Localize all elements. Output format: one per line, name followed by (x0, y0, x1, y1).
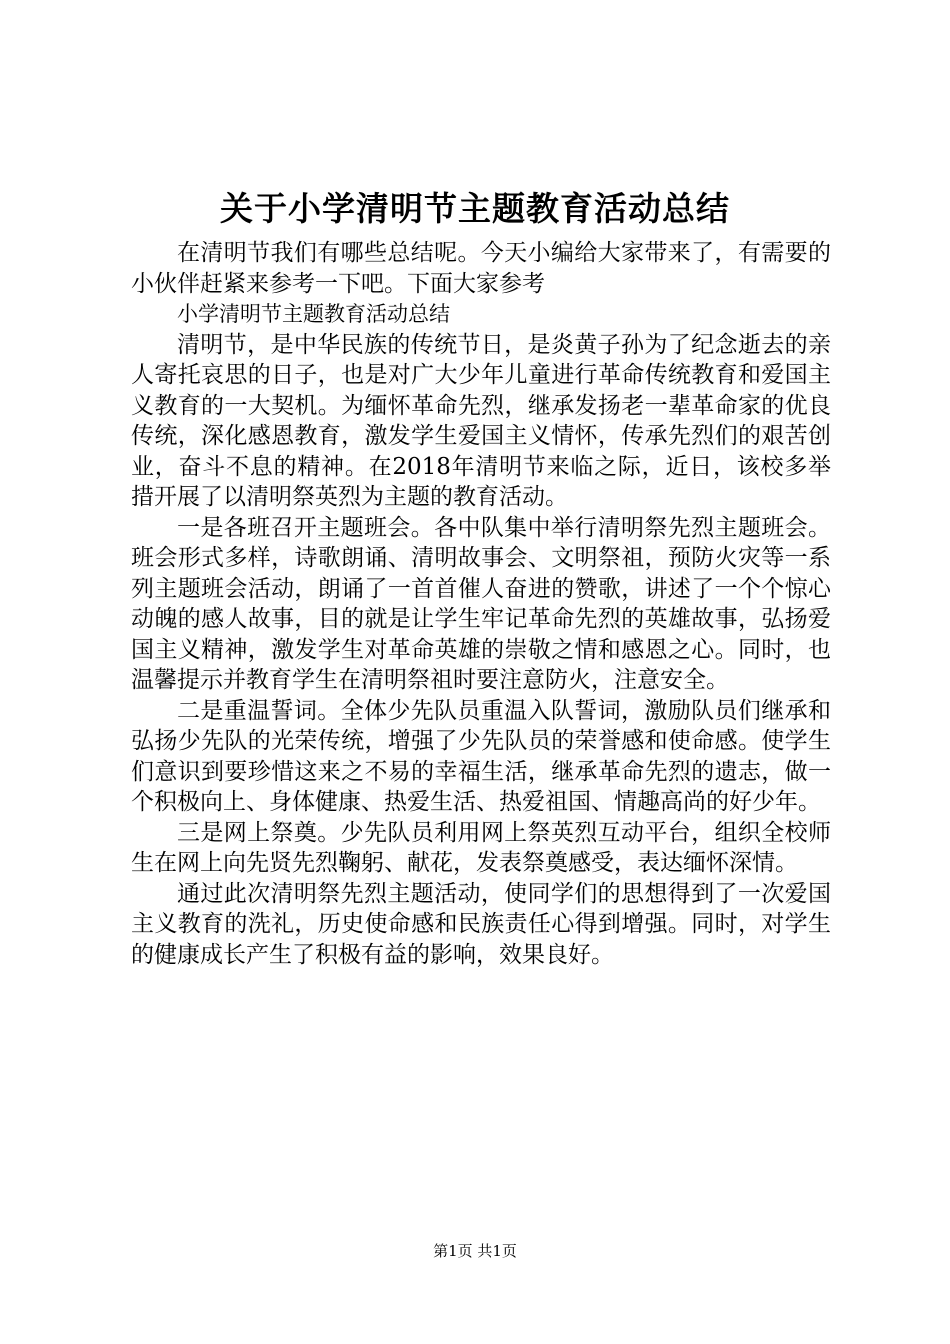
page-footer: 第1页 共1页 (433, 1242, 517, 1260)
body-paragraph-2: 一是各班召开主题班会。各中队集中举行清明祭先烈主题班会。班会形式多样，诗歌朗诵、清明故事会、文明祭祖，预防火灾等一系列主题班会活动，朗诵了一首首催人奋进的赞歌，讲述了一个个惊心动魄的感人故事，目的就是让学生牢记革命先烈的英雄故事，弘扬爱国主义精神，激发学生对革命英雄的崇敬之情和感恩之心。同时，也温馨提示并教育学生在清明祭祖时要注意防火，注意安全。 (131, 514, 831, 693)
intro-paragraph: 在清明节我们有哪些总结呢。今天小编给大家带来了，有需要的小伙伴赶紧来参考一下吧。下面大家参考 (131, 240, 831, 297)
body-paragraph-4: 三是网上祭奠。少先队员利用网上祭英烈互动平台，组织全校师生在网上向先贤先烈鞠躬、献花，发表祭奠感受，表达缅怀深情。 (131, 819, 831, 876)
section-subtitle: 小学清明节主题教育活动总结 (177, 302, 450, 326)
body-paragraph-5: 通过此次清明祭先烈主题活动，使同学们的思想得到了一次爱国主义教育的洗礼，历史使命感和民族责任心得到增强。同时，对学生的健康成长产生了积极有益的影响，效果良好。 (131, 880, 831, 968)
body-paragraph-1: 清明节，是中华民族的传统节日，是炎黄子孙为了纪念逝去的亲人寄托哀思的日子，也是对广大少年儿童进行革命传统教育和爱国主义教育的一大契机。为缅怀革命先烈，继承发扬老一辈革命家的优良传统，深化感恩教育，激发学生爱国主义情怀，传承先烈们的艰苦创业，奋斗不息的精神。在2018年清明节来临之际，近日，该校多举措开展了以清明祭英烈为主题的教育活动。 (131, 331, 831, 510)
body-paragraph-3: 二是重温誓词。全体少先队员重温入队誓词，激励队员们继承和弘扬少先队的光荣传统，增强了少先队员的荣誉感和使命感。使学生们意识到要珍惜这来之不易的幸福生活，继承革命先烈的遗志，做一个积极向上、身体健康、热爱生活、热爱祖国、情趣高尚的好少年。 (131, 697, 831, 815)
document-title: 关于小学清明节主题教育活动总结 (220, 189, 730, 228)
document-body (131, 238, 831, 970)
